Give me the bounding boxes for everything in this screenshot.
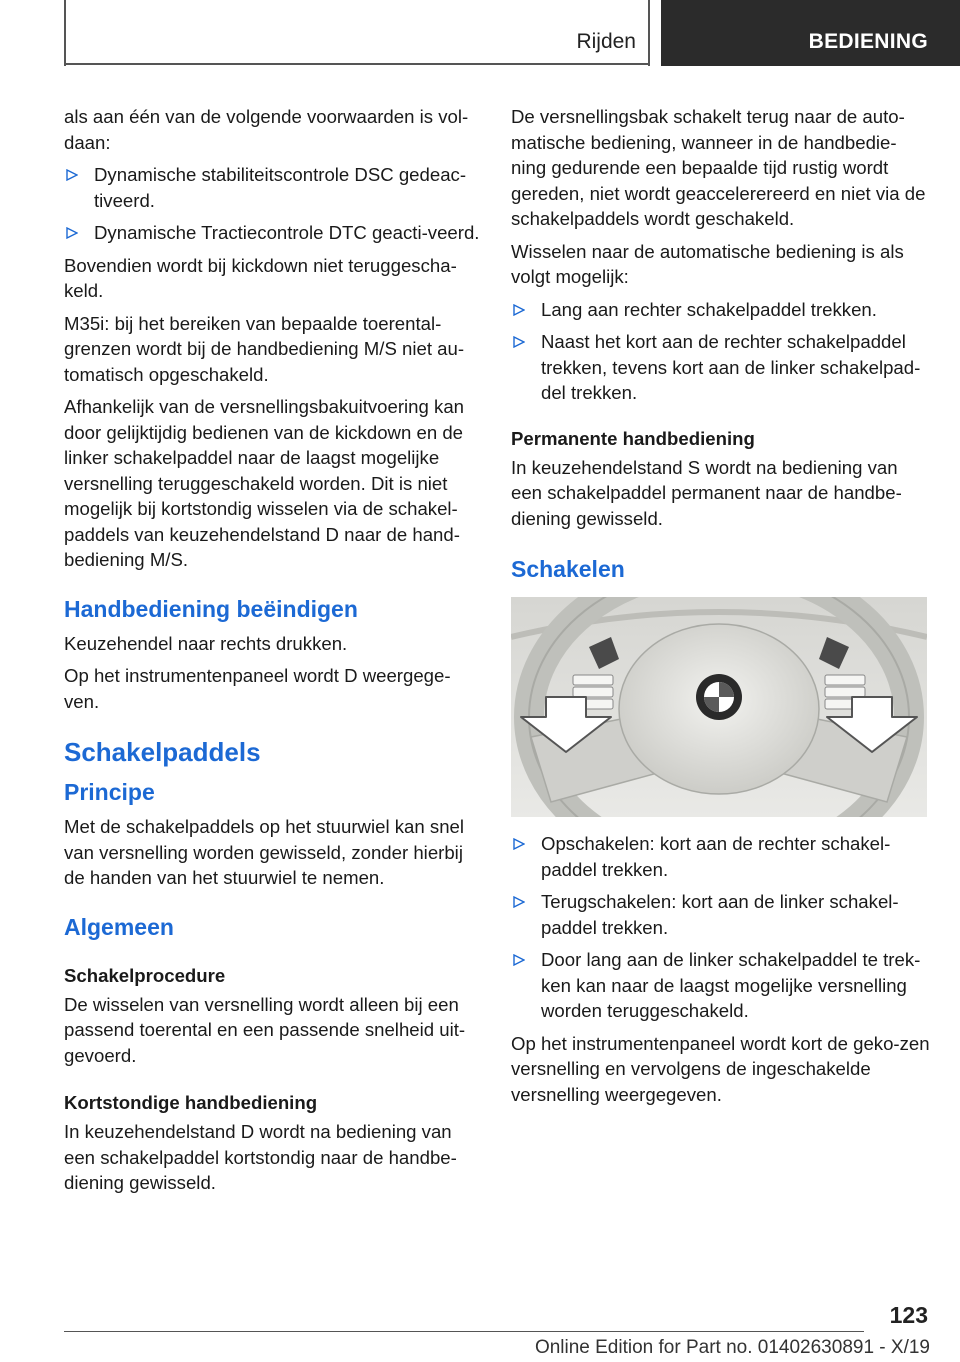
bullet-list bbox=[64, 162, 482, 246]
list-item bbox=[511, 297, 931, 323]
list-item bbox=[511, 947, 931, 1024]
bmw-roundel-icon bbox=[696, 674, 742, 720]
triangle-right-icon bbox=[513, 304, 525, 316]
paragraph: Wisselen naar de automatische bediening is als volgt mogelijk: bbox=[511, 240, 904, 287]
footer-divider bbox=[64, 1331, 864, 1332]
page-header bbox=[0, 0, 960, 66]
paragraph: Met de schakelpaddels op het stuurwiel kan snel van versnelling worden gewisseld, zonder hierbij de handen van het stuurwiel te nemen. bbox=[64, 816, 465, 888]
steering-wheel-image bbox=[511, 597, 927, 817]
header-section-title: Rijden bbox=[576, 30, 636, 53]
bullet-list bbox=[511, 831, 931, 1024]
list-item-text: Dynamische stabiliteitscontrole DSC gedeac-tiveerd. bbox=[94, 164, 467, 211]
subsection-heading: Kortstondige handbediening bbox=[64, 1092, 318, 1113]
list-item-text: Opschakelen: kort aan de rechter schakel-paddel trekken. bbox=[541, 833, 891, 880]
list-item-text: Dynamische Tractiecontrole DTC geacti-veerd. bbox=[94, 222, 480, 243]
section-heading: Schakelen bbox=[511, 556, 625, 582]
paragraph: Bovendien wordt bij kickdown niet teruggescha-keld. bbox=[64, 254, 457, 301]
list-item bbox=[511, 329, 931, 406]
paragraph: M35i: bij het bereiken van bepaalde toerental-grenzen wordt bij de handbediening M/S niet au-tomatisch opgeschakeld. bbox=[64, 312, 465, 385]
list-item-text: Door lang aan de linker schakelpaddel te trek-ken kan naar de laagst mogelijke versnelling worden teruggeschakeld. bbox=[541, 949, 921, 1021]
header-divider-right bbox=[648, 0, 650, 66]
triangle-right-icon bbox=[513, 896, 525, 908]
triangle-right-icon bbox=[513, 954, 525, 966]
paragraph: In keuzehendelstand S wordt na bediening van een schakelpaddel permanent naar de handbe-diening gewisseld. bbox=[511, 456, 902, 529]
right-column bbox=[511, 104, 931, 1114]
paragraph: In keuzehendelstand D wordt na bediening van een schakelpaddel kortstondig naar de handbe-diening gewisseld. bbox=[64, 1121, 457, 1193]
paragraph: Op het instrumentenpaneel wordt kort de geko-zen versnelling en vervolgens de ingeschakelde versnelling weergegeven. bbox=[511, 1032, 930, 1105]
section-heading: Algemeen bbox=[64, 913, 174, 940]
list-item bbox=[511, 889, 931, 940]
list-item-text: Naast het kort aan de rechter schakelpaddel trekken, tevens kort aan de linker schakelpad-del trekken. bbox=[541, 331, 921, 403]
footer-edition-text: Online Edition for Part no. 01402630891 - X/19 bbox=[534, 1337, 930, 1358]
header-chapter-tab bbox=[661, 0, 960, 66]
bullet-list bbox=[511, 297, 931, 406]
triangle-right-icon bbox=[66, 227, 78, 239]
triangle-right-icon bbox=[66, 169, 78, 181]
section-heading: Principe bbox=[64, 779, 155, 805]
paragraph: als aan één van de volgende voorwaarden is vol-daan: bbox=[64, 106, 469, 153]
paragraph: De versnellingsbak schakelt terug naar de auto-matische bediening, wanneer in de handbedie-ning gedurende een bepaalde tijd rustig wordt gereden, niet wordt geaccelerereerd en niet via de schakelpaddels wordt geschakeld. bbox=[511, 106, 926, 229]
paragraph: Op het instrumentenpaneel wordt D weergege-ven. bbox=[64, 665, 451, 712]
subsection-heading: Schakelprocedure bbox=[64, 964, 226, 986]
page-number: 123 bbox=[889, 1302, 928, 1328]
section-heading: Handbediening beëindigen bbox=[64, 595, 358, 622]
list-item bbox=[511, 831, 931, 882]
paragraph: Afhankelijk van de versnellingsbakuitvoering kan door gelijktijdig bedienen van de kickdown en de linker schakelpaddel naar de laagst mogelijke versnelling teruggeschakeld worden. Dit is niet mogelijk bij kortstondig wisselen via de schakel-paddels van keuzehendelstand D naar de hand-bediening M/S. bbox=[64, 396, 465, 570]
paragraph: De wisselen van versnelling wordt alleen bij een passend toerental en een passende snelheid uit-gevoerd. bbox=[64, 993, 466, 1066]
triangle-right-icon bbox=[513, 838, 525, 850]
header-divider-left bbox=[64, 0, 66, 66]
triangle-right-icon bbox=[513, 336, 525, 348]
chapter-heading: Schakelpaddels bbox=[64, 737, 261, 767]
list-item bbox=[64, 220, 482, 246]
subsection-heading: Permanente handbediening bbox=[511, 427, 755, 449]
list-item bbox=[64, 162, 482, 213]
header-chapter-title: BEDIENING bbox=[808, 30, 928, 53]
steering-wheel-illustration bbox=[511, 597, 927, 817]
list-item-text: Terugschakelen: kort aan de linker schakel-paddel trekken. bbox=[541, 891, 899, 938]
header-divider-bottom bbox=[64, 63, 650, 65]
paragraph: Keuzehendel naar rechts drukken. bbox=[64, 632, 348, 654]
list-item-text: Lang aan rechter schakelpaddel trekken. bbox=[541, 298, 877, 320]
left-column bbox=[64, 104, 482, 1203]
